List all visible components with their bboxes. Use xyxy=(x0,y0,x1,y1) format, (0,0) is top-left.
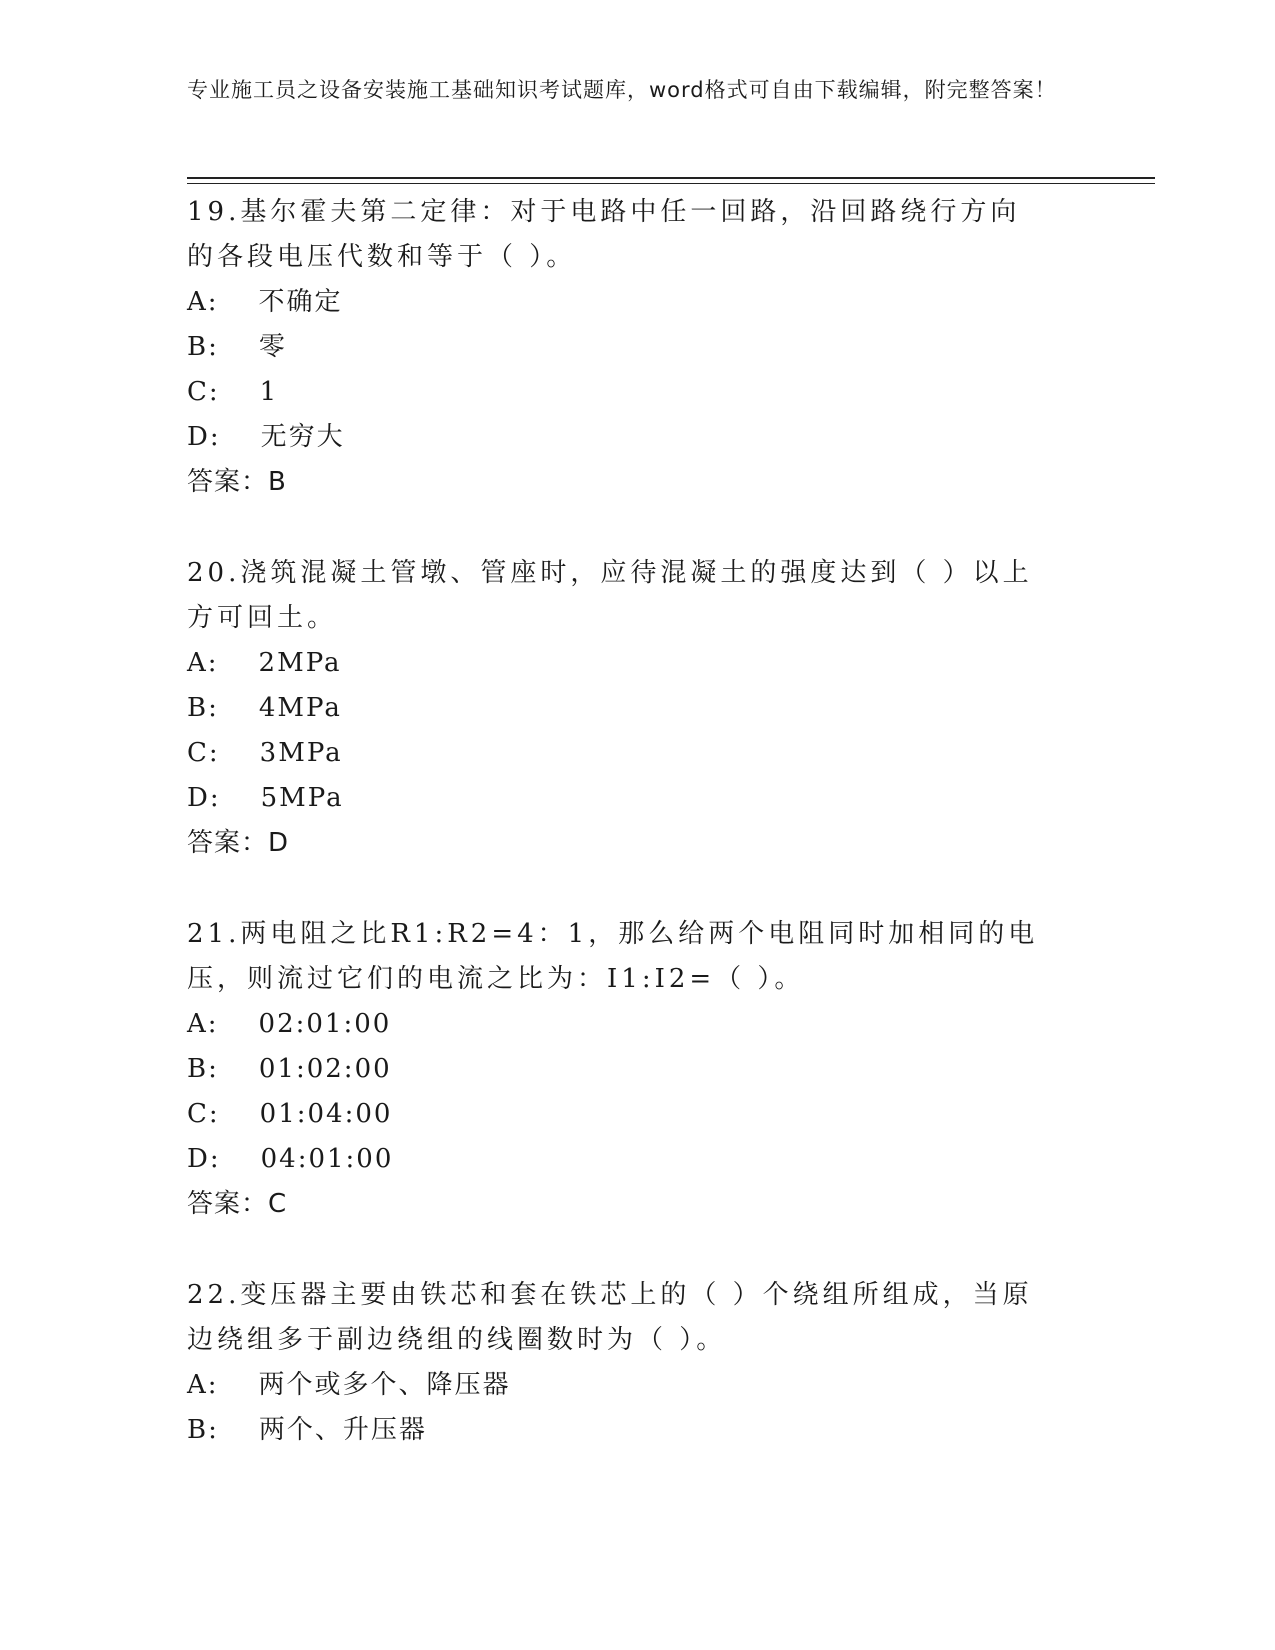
option-d xyxy=(187,1137,1087,1182)
option-letter: A: xyxy=(187,1009,219,1039)
question-list xyxy=(187,190,1087,1453)
option-letter: B: xyxy=(187,332,219,362)
option-letter: A: xyxy=(187,287,219,317)
option-letter: B: xyxy=(187,1415,219,1445)
question-21 xyxy=(187,912,1087,1227)
option-text: 零 xyxy=(258,332,287,362)
option-letter: D: xyxy=(187,422,221,452)
option-text: 不确定 xyxy=(258,287,343,317)
option-text: 5MPa xyxy=(260,783,344,813)
question-stem: 19.基尔霍夫第二定律：对于电路中任一回路，沿回路绕行方向的各段电压代数和等于（ ）。 xyxy=(187,197,1021,272)
option-letter: B: xyxy=(187,693,219,723)
header-divider-thick xyxy=(187,177,1155,179)
question-19 xyxy=(187,190,1087,505)
option-b xyxy=(187,325,1087,370)
option-text: 3MPa xyxy=(259,738,343,768)
option-d xyxy=(187,415,1087,460)
option-letter: A: xyxy=(187,648,219,678)
question-stem: 20.浇筑混凝土管墩、管座时，应待混凝土的强度达到（ ）以上方可回土。 xyxy=(187,558,1033,633)
option-text: 2MPa xyxy=(258,648,342,678)
option-letter: B: xyxy=(187,1054,219,1084)
answer: 答案：D xyxy=(187,828,290,858)
option-c xyxy=(187,731,1087,776)
option-text: 01:02:00 xyxy=(258,1054,392,1084)
question-stem: 21.两电阻之比R1:R2=4：1，那么给两个电阻同时加相同的电压，则流过它们的电流之比为：I1:I2=（ ）。 xyxy=(187,919,1039,994)
option-letter: A: xyxy=(187,1370,219,1400)
option-d xyxy=(187,776,1087,821)
answer: 答案：B xyxy=(187,467,287,497)
option-letter: C: xyxy=(187,377,220,407)
option-text: 无穷大 xyxy=(260,422,345,452)
option-letter: D: xyxy=(187,1144,221,1174)
option-text: 02:01:00 xyxy=(258,1009,392,1039)
option-a xyxy=(187,1363,1087,1408)
document-header: 专业施工员之设备安装施工基础知识考试题库，word格式可自由下载编辑，附完整答案！ xyxy=(187,78,1057,102)
option-c xyxy=(187,370,1087,415)
option-text: 1 xyxy=(259,377,279,407)
option-b xyxy=(187,1047,1087,1092)
question-20 xyxy=(187,551,1087,866)
option-c xyxy=(187,1092,1087,1137)
answer: 答案：C xyxy=(187,1189,288,1219)
option-letter: D: xyxy=(187,783,221,813)
question-22 xyxy=(187,1273,1087,1453)
header-divider-thin xyxy=(187,183,1155,184)
option-letter: C: xyxy=(187,738,220,768)
option-a xyxy=(187,641,1087,686)
option-text: 04:01:00 xyxy=(260,1144,394,1174)
option-b xyxy=(187,686,1087,731)
question-stem: 22.变压器主要由铁芯和套在铁芯上的（ ）个绕组所组成，当原边绕组多于副边绕组的线圈数时为（ ）。 xyxy=(187,1280,1033,1355)
option-text: 两个或多个、降压器 xyxy=(258,1370,511,1400)
option-text: 4MPa xyxy=(258,693,342,723)
option-text: 两个、升压器 xyxy=(258,1415,427,1445)
option-a xyxy=(187,280,1087,325)
option-letter: C: xyxy=(187,1099,220,1129)
option-a xyxy=(187,1002,1087,1047)
option-b xyxy=(187,1408,1087,1453)
option-text: 01:04:00 xyxy=(259,1099,393,1129)
